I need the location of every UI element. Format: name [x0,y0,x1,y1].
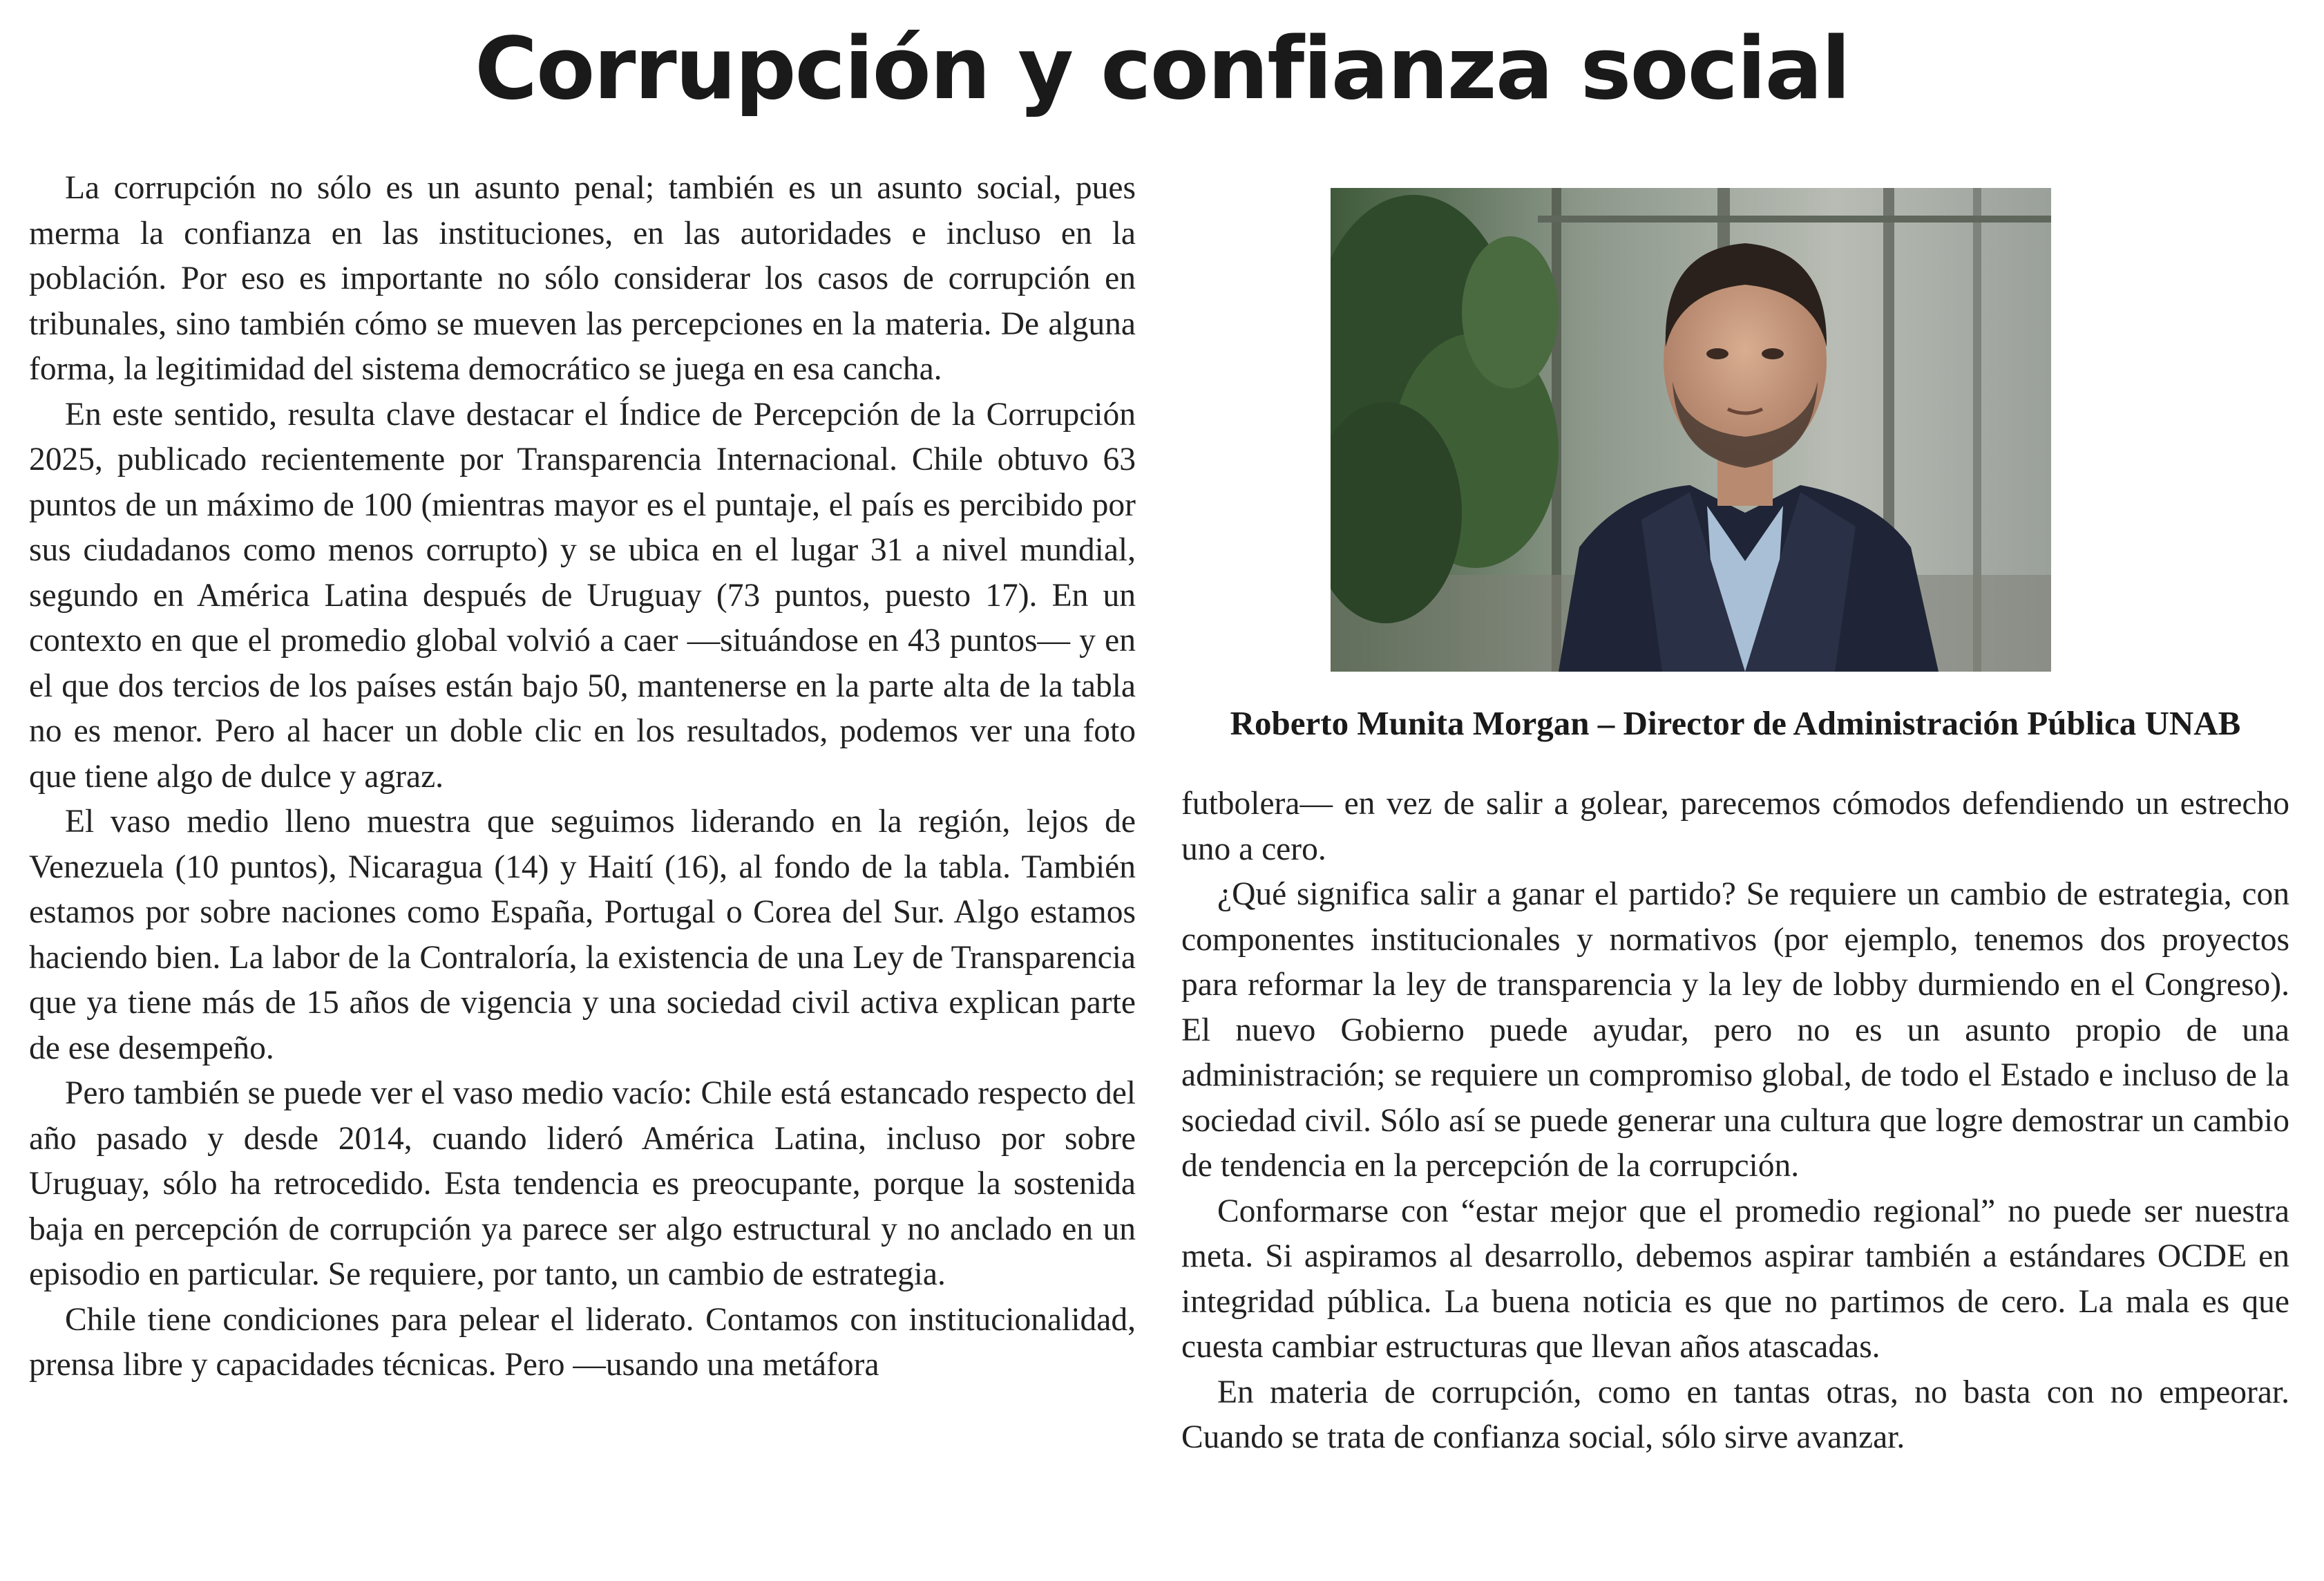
author-portrait [1331,188,2051,672]
paragraph: Pero también se puede ver el vaso medio vacío: Chile está estancado respecto del año pasado y desde 2014, cuando lideró América Latina, incluso por sobre Uruguay, sólo ha retrocedido. Esta tendencia es preocupante, porque la sostenida baja en percepción de corrupción ya parece ser algo estructural y no anclado en un episodio en particular. Se requiere, por tanto, un cambio de estrategia. [29,1075,1136,1292]
left-column [29,166,1136,1388]
paragraph: ¿Qué significa salir a ganar el partido? Se requiere un cambio de estrategia, con componentes institucionales y normativos (por ejemplo, tenemos dos proyectos para reformar la ley de transparencia y la ley de lobby durmiendo en el Congreso). El nuevo Gobierno puede ayudar, pero no es un asunto propio de una administración; se requiere un compromiso global, de todo el Estado e incluso de la sociedad civil. Sólo así se puede generar una cultura que logre demostrar un cambio de tendencia en la percepción de la corrupción. [1181,876,2289,1184]
paragraph: En materia de corrupción, como en tantas otras, no basta con no empeorar. Cuando se trata de confianza social, sólo sirve avanzar. [1181,1374,2289,1455]
paragraph: En este sentido, resulta clave destacar el Índice de Percepción de la Corrupción 2025, publicado recientemente por Transparencia Internacional. Chile obtuvo 63 puntos de un máximo de 100 (mientras mayor es el puntaje, el país es percibido por sus ciudadanos como menos corrupto) y se ubica en el lugar 31 a nivel mundial, segundo en América Latina después de Uruguay (73 puntos, puesto 17). En un contexto en que el promedio global volvió a caer —situándose en 43 puntos— y en el que dos tercios de los países están bajo 50, mantenerse en la parte alta de la tabla no es menor. Pero al hacer un doble clic en los resultados, podemos ver una foto que tiene algo de dulce y agraz. [29,396,1136,795]
right-column [1181,166,2289,1461]
paragraph-continuation: futbolera— en vez de salir a golear, parecemos cómodos defendiendo un estrecho uno a cero. [1181,786,2289,867]
paragraph: El vaso medio lleno muestra que seguimos liderando en la región, lejos de Venezuela (10 puntos), Nicaragua (14) y Haití (16), al fondo de la tabla. También estamos por sobre naciones como España, Portugal o Corea del Sur. Algo estamos haciendo bien. La labor de la Contraloría, la existencia de una Ley de Transparencia que ya tiene más de 15 años de vigencia y una sociedad civil activa explican parte de ese desempeño. [29,804,1136,1066]
article-title: Corrupción y confianza social [475,19,1849,119]
paragraph: La corrupción no sólo es un asunto penal; también es un asunto social, pues merma la confianza en las instituciones, en las autoridades e incluso en la población. Por eso es importante no sólo considerar los casos de corrupción en tribunales, sino también cómo se mueven las percepciones en la materia. De alguna forma, la legitimidad del sistema democrático se juega en esa cancha. [29,170,1136,387]
paragraph: Chile tiene condiciones para pelear el liderato. Contamos con institucionalidad, prensa libre y capacidades técnicas. Pero —usando una metáfora [29,1301,1136,1383]
photo-caption: Roberto Munita Morgan – Director de Administración Pública UNAB [1230,704,2241,742]
paragraph: Conformarse con “estar mejor que el promedio regional” no puede ser nuestra meta. Si aspiramos al desarrollo, debemos aspirar también a estándares OCDE en integridad pública. La buena noticia es que no partimos de cero. La mala es que cuesta cambiar estructuras que llevan años atascadas. [1181,1193,2289,1365]
author-photo [1331,188,2051,672]
